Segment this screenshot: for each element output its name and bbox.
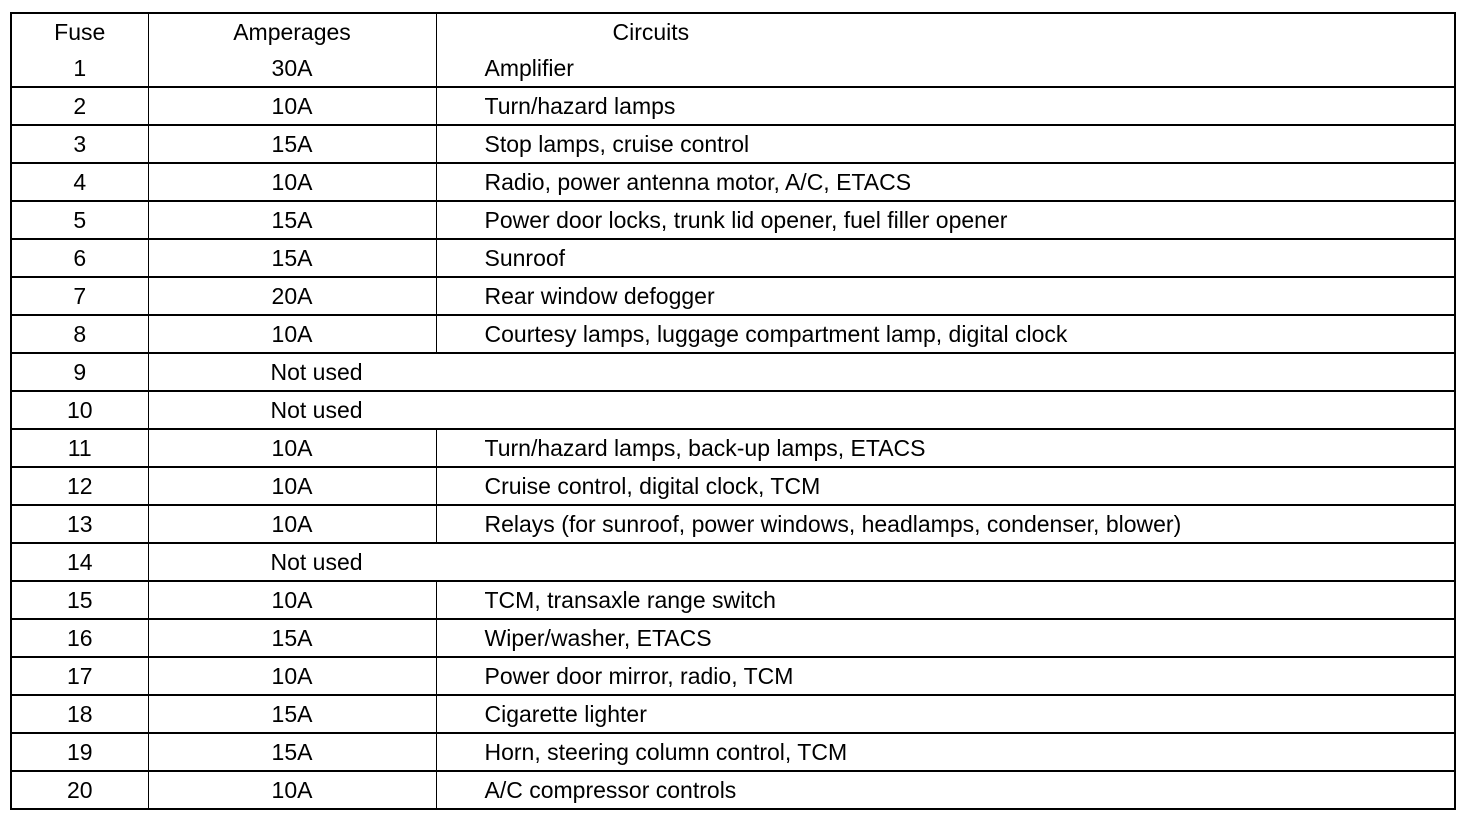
table-row: [11, 467, 1455, 505]
table-body: [11, 50, 1455, 809]
fuse-circuits: Relays (for sunroof, power windows, headlamps, condenser, blower): [484, 511, 1182, 537]
fuse-amperage: 10A: [148, 771, 436, 809]
table-row: [11, 543, 1455, 581]
fuse-circuits: Amplifier: [484, 55, 574, 81]
table-header: [11, 13, 1455, 50]
fuse-circuits: Rear window defogger: [484, 283, 715, 309]
fuse-amperage: 15A: [148, 619, 436, 657]
fuse-amperage: 10A: [148, 163, 436, 201]
fuse-number: 7: [11, 277, 148, 315]
fuse-circuits: Wiper/washer, ETACS: [484, 625, 712, 651]
fuse-amperage: 15A: [148, 239, 436, 277]
fuse-number: 9: [11, 353, 148, 391]
fuse-circuits: Stop lamps, cruise control: [484, 131, 750, 157]
table-row: [11, 657, 1455, 695]
fuse-circuits: Power door mirror, radio, TCM: [484, 663, 794, 689]
table-row: [11, 239, 1455, 277]
not-used-note: Not used: [270, 549, 363, 575]
fuse-amperage: 10A: [148, 657, 436, 695]
fuse-circuits: Cruise control, digital clock, TCM: [484, 473, 821, 499]
table-row: [11, 50, 1455, 87]
fuse-amperage: 30A: [148, 50, 436, 87]
not-used-note: Not used: [270, 397, 363, 423]
table-row: [11, 429, 1455, 467]
table-row: [11, 771, 1455, 809]
header-row: [11, 13, 1455, 50]
table-row: [11, 581, 1455, 619]
fuse-number: 11: [11, 429, 148, 467]
fuse-number: 2: [11, 87, 148, 125]
fuse-amperage: 10A: [148, 87, 436, 125]
fuse-number: 4: [11, 163, 148, 201]
fuse-amperage: 10A: [148, 315, 436, 353]
table-row: [11, 315, 1455, 353]
header-circuits: Circuits: [612, 19, 690, 45]
table-row: [11, 201, 1455, 239]
fuse-number: 16: [11, 619, 148, 657]
table-row: [11, 619, 1455, 657]
fuse-number: 19: [11, 733, 148, 771]
header-amperages: Amperages: [148, 13, 436, 50]
header-fuse: Fuse: [11, 13, 148, 50]
fuse-circuits: TCM, transaxle range switch: [484, 587, 776, 613]
fuse-number: 3: [11, 125, 148, 163]
fuse-number: 1: [11, 50, 148, 87]
fuse-amperage: 20A: [148, 277, 436, 315]
fuse-amperage: 15A: [148, 201, 436, 239]
fuse-number: 5: [11, 201, 148, 239]
fuse-number: 10: [11, 391, 148, 429]
fuse-amperage: 10A: [148, 429, 436, 467]
fuse-circuits: Turn/hazard lamps, back-up lamps, ETACS: [484, 435, 926, 461]
fuse-table: [10, 12, 1456, 810]
fuse-amperage: 15A: [148, 733, 436, 771]
fuse-number: 8: [11, 315, 148, 353]
table-row: [11, 163, 1455, 201]
fuse-circuits: Courtesy lamps, luggage compartment lamp, digital clock: [484, 321, 1068, 347]
fuse-number: 15: [11, 581, 148, 619]
fuse-circuits: Horn, steering column control, TCM: [484, 739, 848, 765]
fuse-number: 12: [11, 467, 148, 505]
fuse-number: 18: [11, 695, 148, 733]
table-row: [11, 277, 1455, 315]
fuse-circuits: Sunroof: [484, 245, 566, 271]
not-used-note: Not used: [270, 359, 363, 385]
fuse-circuits: Power door locks, trunk lid opener, fuel filler opener: [484, 207, 1008, 233]
fuse-amperage: 15A: [148, 125, 436, 163]
fuse-amperage: 15A: [148, 695, 436, 733]
fuse-number: 17: [11, 657, 148, 695]
table-row: [11, 733, 1455, 771]
table-row: [11, 87, 1455, 125]
fuse-circuits: A/C compressor controls: [484, 777, 737, 803]
fuse-number: 20: [11, 771, 148, 809]
table-row: [11, 353, 1455, 391]
fuse-number: 6: [11, 239, 148, 277]
fuse-number: 14: [11, 543, 148, 581]
table-row: [11, 125, 1455, 163]
table-row: [11, 505, 1455, 543]
fuse-amperage: 10A: [148, 505, 436, 543]
fuse-amperage: 10A: [148, 467, 436, 505]
fuse-circuits: Radio, power antenna motor, A/C, ETACS: [484, 169, 912, 195]
fuse-amperage: 10A: [148, 581, 436, 619]
table-row: [11, 391, 1455, 429]
fuse-number: 13: [11, 505, 148, 543]
fuse-circuits: Turn/hazard lamps: [484, 93, 676, 119]
table-row: [11, 695, 1455, 733]
fuse-circuits: Cigarette lighter: [484, 701, 647, 727]
